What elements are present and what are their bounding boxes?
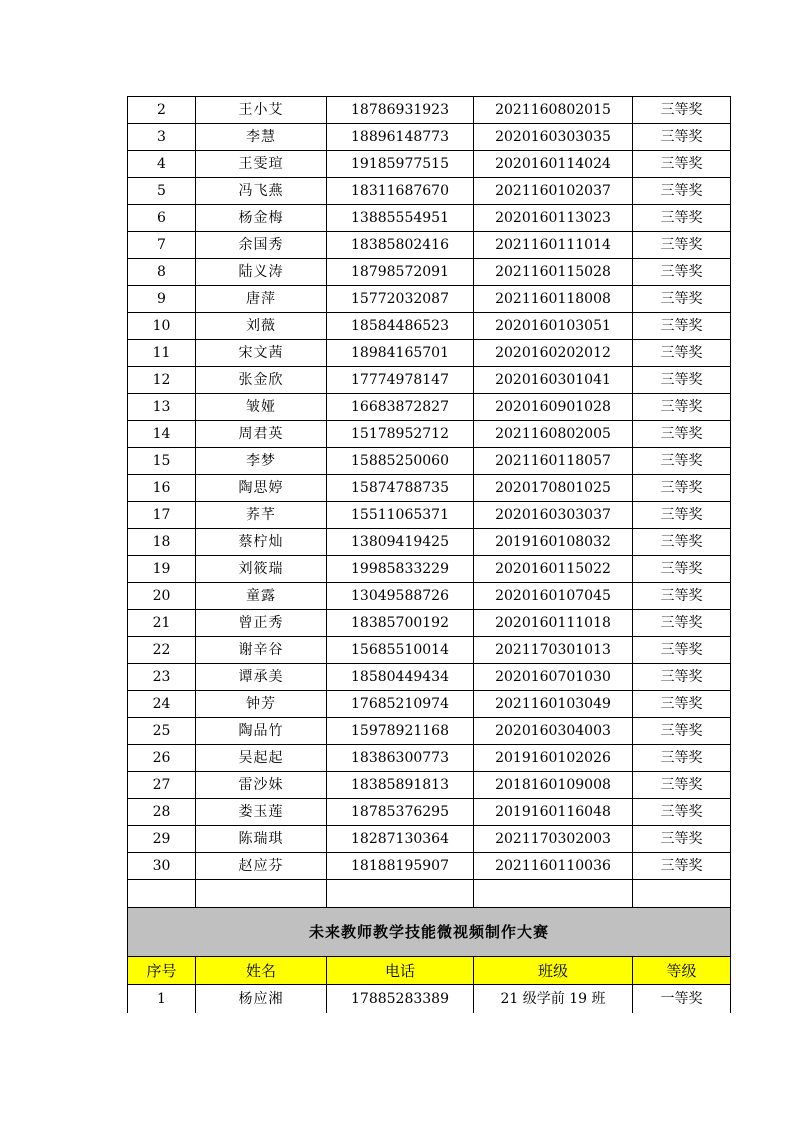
table-row (128, 799, 731, 826)
phone-cell: 15511065371 (327, 502, 474, 529)
table-row (128, 826, 731, 853)
phone-cell: 15685510014 (327, 637, 474, 664)
award-cell: 三等奖 (633, 718, 731, 745)
award-cell: 三等奖 (633, 313, 731, 340)
header-phone-cell: 电话 (327, 957, 474, 985)
student-id-cell: 2021170301013 (474, 637, 633, 664)
award-cell: 三等奖 (633, 475, 731, 502)
table-row (128, 178, 731, 205)
name-cell: 冯飞燕 (196, 178, 327, 205)
award-cell: 三等奖 (633, 826, 731, 853)
student-id-cell: 2021160111014 (474, 232, 633, 259)
student-id-cell: 2019160116048 (474, 799, 633, 826)
award-cell: 三等奖 (633, 637, 731, 664)
table-row (128, 853, 731, 880)
name-cell: 周君英 (196, 421, 327, 448)
student-id-cell: 2019160102026 (474, 745, 633, 772)
name-cell: 娄玉莲 (196, 799, 327, 826)
header-name-cell: 姓名 (196, 957, 327, 985)
student-id-cell: 2020160303035 (474, 124, 633, 151)
rank-cell: 11 (128, 340, 196, 367)
rank-cell: 15 (128, 448, 196, 475)
name-cell: 陆义涛 (196, 259, 327, 286)
rank-cell: 16 (128, 475, 196, 502)
rank-cell: 29 (128, 826, 196, 853)
rank-cell: 13 (128, 394, 196, 421)
award-cell: 三等奖 (633, 691, 731, 718)
rank-cell: 8 (128, 259, 196, 286)
rank-cell: 14 (128, 421, 196, 448)
phone-cell: 18798572091 (327, 259, 474, 286)
rank-cell: 3 (128, 124, 196, 151)
student-id-cell: 2021160110036 (474, 853, 633, 880)
rank-cell: 9 (128, 286, 196, 313)
rank-cell: 26 (128, 745, 196, 772)
phone-cell: 18580449434 (327, 664, 474, 691)
award-cell: 三等奖 (633, 124, 731, 151)
student-id-cell: 2020160111018 (474, 610, 633, 637)
phone-cell: 19985833229 (327, 556, 474, 583)
name-cell: 王雯瑄 (196, 151, 327, 178)
table-row (128, 664, 731, 691)
phone-cell: 18385891813 (327, 772, 474, 799)
table-row (128, 313, 731, 340)
table-row (128, 637, 731, 664)
header-award-cell: 等级 (633, 957, 731, 985)
name-cell: 张金欣 (196, 367, 327, 394)
phone-cell: 13049588726 (327, 583, 474, 610)
phone-cell: 13809419425 (327, 529, 474, 556)
table-row (128, 286, 731, 313)
rank-cell: 30 (128, 853, 196, 880)
award-cell: 三等奖 (633, 286, 731, 313)
table-row (128, 394, 731, 421)
phone-cell: 15874788735 (327, 475, 474, 502)
table-row (128, 610, 731, 637)
rank-cell: 18 (128, 529, 196, 556)
award-cell: 三等奖 (633, 799, 731, 826)
rank-cell: 23 (128, 664, 196, 691)
phone-cell: 19185977515 (327, 151, 474, 178)
name-cell: 谢辛谷 (196, 637, 327, 664)
phone-cell: 18385700192 (327, 610, 474, 637)
rank-cell: 1 (128, 985, 196, 1014)
award-cell: 三等奖 (633, 232, 731, 259)
award-cell (633, 880, 731, 908)
name-cell: 宋文茜 (196, 340, 327, 367)
table-row (128, 205, 731, 232)
student-id-cell: 2020160301041 (474, 367, 633, 394)
phone-cell: 18786931923 (327, 97, 474, 124)
name-cell: 曾正秀 (196, 610, 327, 637)
student-id-cell: 2020160114024 (474, 151, 633, 178)
name-cell: 童露 (196, 583, 327, 610)
name-cell: 杨应湘 (196, 985, 327, 1014)
name-cell: 陈瑞琪 (196, 826, 327, 853)
phone-cell (327, 880, 474, 908)
phone-cell: 18984165701 (327, 340, 474, 367)
award-cell: 三等奖 (633, 367, 731, 394)
student-id-cell: 2021160802005 (474, 421, 633, 448)
phone-cell: 17685210974 (327, 691, 474, 718)
name-cell: 陶思婷 (196, 475, 327, 502)
phone-cell: 17774978147 (327, 367, 474, 394)
table-row (128, 745, 731, 772)
section-title: 未来教师教学技能微视频制作大赛 (128, 908, 731, 957)
name-cell: 赵应芬 (196, 853, 327, 880)
student-id-cell: 2020170801025 (474, 475, 633, 502)
rank-cell: 27 (128, 772, 196, 799)
student-id-cell: 2020160901028 (474, 394, 633, 421)
name-cell: 荞芊 (196, 502, 327, 529)
student-id-cell: 2020160115022 (474, 556, 633, 583)
award-table (127, 96, 731, 1013)
student-id-cell: 2018160109008 (474, 772, 633, 799)
table-row (128, 475, 731, 502)
name-cell: 陶品竹 (196, 718, 327, 745)
student-id-cell: 2021170302003 (474, 826, 633, 853)
phone-cell: 18386300773 (327, 745, 474, 772)
rank-cell: 20 (128, 583, 196, 610)
name-cell: 吴起起 (196, 745, 327, 772)
table-row (128, 151, 731, 178)
award-cell: 三等奖 (633, 853, 731, 880)
phone-cell: 18584486523 (327, 313, 474, 340)
student-id-cell: 2019160108032 (474, 529, 633, 556)
rank-cell: 25 (128, 718, 196, 745)
name-cell: 刘筱瑞 (196, 556, 327, 583)
name-cell: 刘薇 (196, 313, 327, 340)
student-id-cell: 2020160303037 (474, 502, 633, 529)
award-cell: 三等奖 (633, 205, 731, 232)
table-row (128, 448, 731, 475)
student-id-cell: 2021160802015 (474, 97, 633, 124)
header-row (128, 957, 731, 985)
rank-cell: 22 (128, 637, 196, 664)
award-cell: 三等奖 (633, 583, 731, 610)
award-table-body (128, 97, 731, 1014)
award-cell: 三等奖 (633, 772, 731, 799)
phone-cell: 18785376295 (327, 799, 474, 826)
award-cell: 三等奖 (633, 340, 731, 367)
student-id-cell: 2020160103051 (474, 313, 633, 340)
award-cell: 三等奖 (633, 745, 731, 772)
rank-cell: 2 (128, 97, 196, 124)
table-row (128, 529, 731, 556)
name-cell (196, 880, 327, 908)
rank-cell: 5 (128, 178, 196, 205)
table-row (128, 583, 731, 610)
student-id-cell: 2020160107045 (474, 583, 633, 610)
award-cell: 三等奖 (633, 97, 731, 124)
table-row (128, 421, 731, 448)
award-cell: 三等奖 (633, 556, 731, 583)
award-cell: 三等奖 (633, 394, 731, 421)
rank-cell: 21 (128, 610, 196, 637)
table-row (128, 772, 731, 799)
phone-cell: 16683872827 (327, 394, 474, 421)
name-cell: 皱娅 (196, 394, 327, 421)
table-row (128, 124, 731, 151)
award-cell: 三等奖 (633, 664, 731, 691)
name-cell: 杨金梅 (196, 205, 327, 232)
student-id-cell: 2020160113023 (474, 205, 633, 232)
student-id-cell: 2021160115028 (474, 259, 633, 286)
award-cell: 三等奖 (633, 448, 731, 475)
phone-cell: 18896148773 (327, 124, 474, 151)
award-cell: 三等奖 (633, 178, 731, 205)
award-cell: 三等奖 (633, 259, 731, 286)
table-row (128, 340, 731, 367)
rank-cell: 17 (128, 502, 196, 529)
student-id-cell: 2021160103049 (474, 691, 633, 718)
name-cell: 谭承美 (196, 664, 327, 691)
phone-cell: 18287130364 (327, 826, 474, 853)
table-row (128, 556, 731, 583)
award-list-page (127, 96, 730, 1013)
rank-cell (128, 880, 196, 908)
name-cell: 雷沙妹 (196, 772, 327, 799)
header-student-id-cell: 班级 (474, 957, 633, 985)
phone-cell: 18311687670 (327, 178, 474, 205)
award-cell: 三等奖 (633, 421, 731, 448)
phone-cell: 15178952712 (327, 421, 474, 448)
award-cell: 三等奖 (633, 151, 731, 178)
rank-cell: 12 (128, 367, 196, 394)
rank-cell: 6 (128, 205, 196, 232)
phone-cell: 15885250060 (327, 448, 474, 475)
student-id-cell: 21 级学前 19 班 (474, 985, 633, 1014)
table-row (128, 985, 731, 1014)
rank-cell: 10 (128, 313, 196, 340)
name-cell: 钟芳 (196, 691, 327, 718)
name-cell: 唐萍 (196, 286, 327, 313)
award-cell: 三等奖 (633, 610, 731, 637)
name-cell: 蔡柠灿 (196, 529, 327, 556)
table-row (128, 718, 731, 745)
rank-cell: 28 (128, 799, 196, 826)
student-id-cell: 2021160102037 (474, 178, 633, 205)
name-cell: 王小艾 (196, 97, 327, 124)
award-cell: 三等奖 (633, 502, 731, 529)
rank-cell: 24 (128, 691, 196, 718)
table-row (128, 502, 731, 529)
award-cell: 一等奖 (633, 985, 731, 1014)
phone-cell: 18385802416 (327, 232, 474, 259)
table-row (128, 97, 731, 124)
rank-cell: 19 (128, 556, 196, 583)
section-title-row (128, 908, 731, 957)
award-cell: 三等奖 (633, 529, 731, 556)
name-cell: 余国秀 (196, 232, 327, 259)
table-row (128, 232, 731, 259)
table-row (128, 691, 731, 718)
phone-cell: 15772032087 (327, 286, 474, 313)
student-id-cell: 2021160118057 (474, 448, 633, 475)
phone-cell: 18188195907 (327, 853, 474, 880)
student-id-cell: 2020160304003 (474, 718, 633, 745)
name-cell: 李梦 (196, 448, 327, 475)
rank-cell: 7 (128, 232, 196, 259)
blank-row (128, 880, 731, 908)
student-id-cell: 2020160701030 (474, 664, 633, 691)
phone-cell: 15978921168 (327, 718, 474, 745)
student-id-cell: 2021160118008 (474, 286, 633, 313)
student-id-cell (474, 880, 633, 908)
phone-cell: 17885283389 (327, 985, 474, 1014)
name-cell: 李慧 (196, 124, 327, 151)
header-rank-cell: 序号 (128, 957, 196, 985)
rank-cell: 4 (128, 151, 196, 178)
table-row (128, 367, 731, 394)
student-id-cell: 2020160202012 (474, 340, 633, 367)
phone-cell: 13885554951 (327, 205, 474, 232)
table-row (128, 259, 731, 286)
